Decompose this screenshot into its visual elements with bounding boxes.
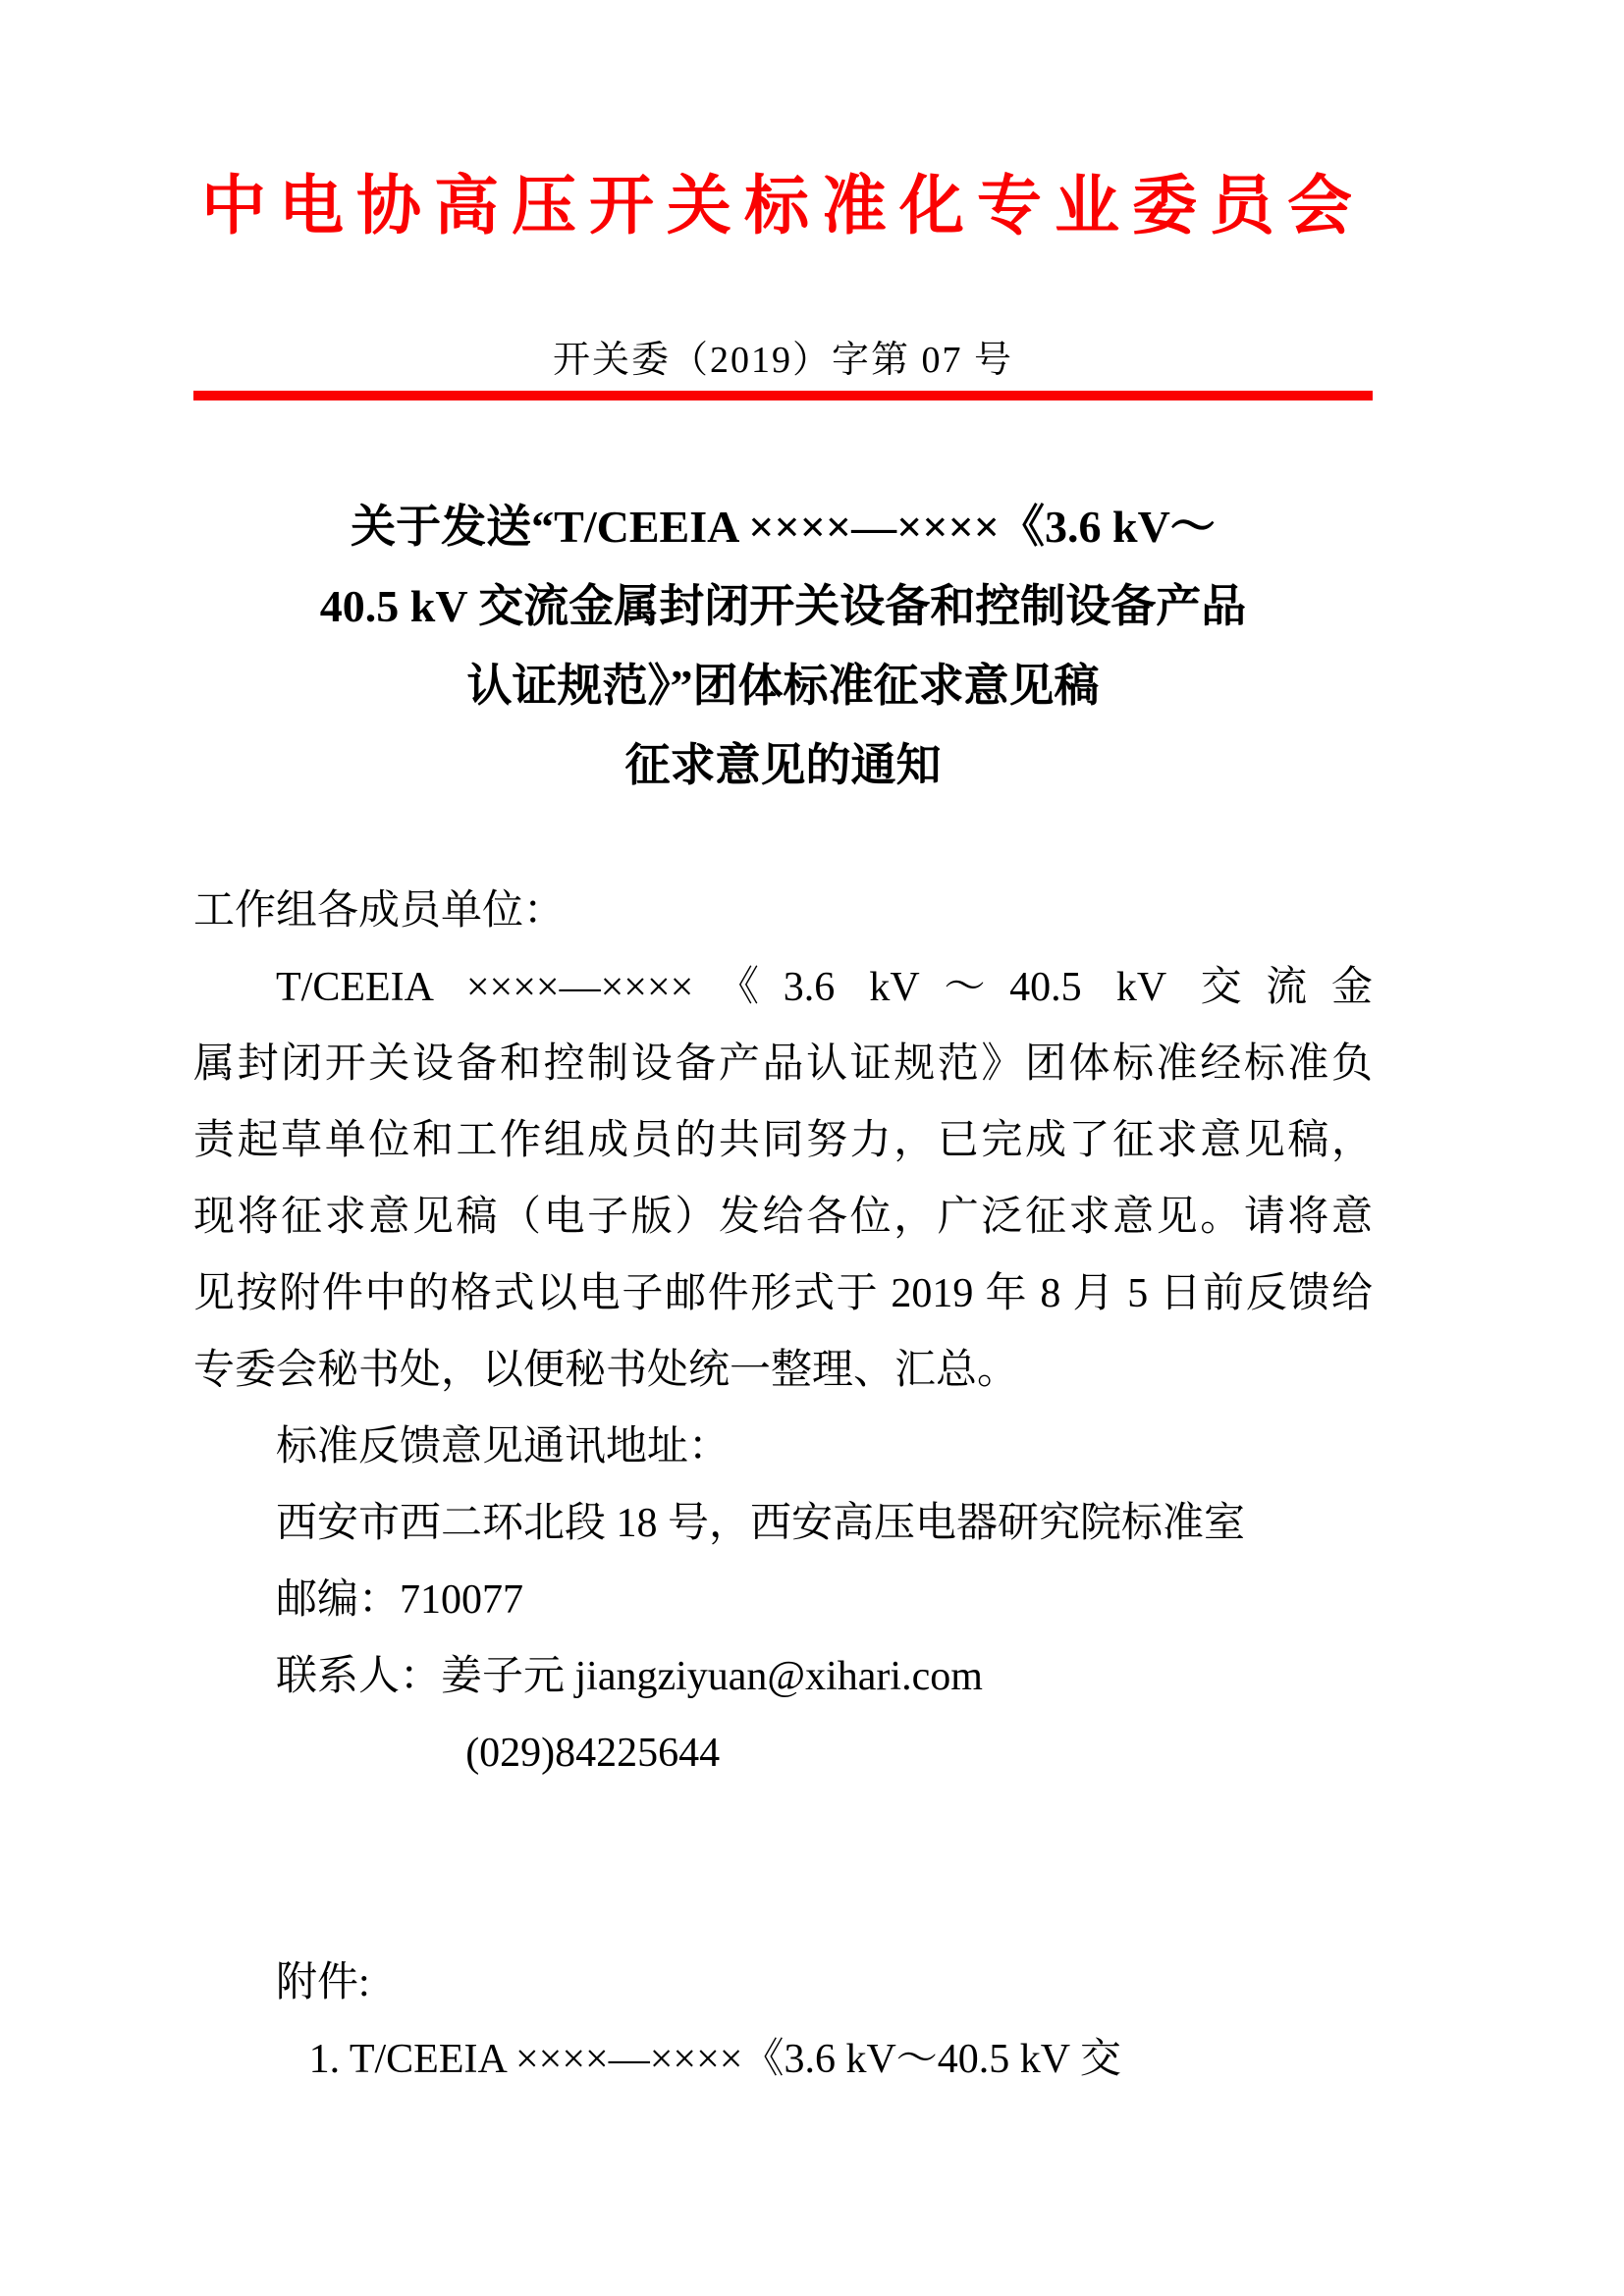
body-line-postal-code: 邮编：710077 — [276, 1577, 524, 1623]
notice-title-line-4: 征求意见的通知 — [624, 740, 942, 790]
notice-title — [193, 487, 1373, 805]
notice-body — [193, 873, 1373, 2098]
notice-title-line-3: 认证规范》”团体标准征求意见稿 — [466, 661, 1100, 711]
body-line-paragraph-4: 现将征求意见稿（电子版）发给各位，广泛征求意见。请将意 — [193, 1195, 1373, 1240]
body-line-paragraph-6: 专委会秘书处，以便秘书处统一整理、汇总。 — [193, 1348, 1019, 1393]
body-line-paragraph-5: 见按附件中的格式以电子邮件形式于 2019 年 8 月 5 日前反馈给 — [193, 1271, 1373, 1316]
body-line-attachment-label: 附件: — [276, 1960, 370, 2005]
body-line-contact-email: 联系人：姜子元 jiangziyuan@xihari.com — [276, 1654, 983, 1699]
body-line-address: 西安市西二环北段 18 号，西安高压电器研究院标准室 — [276, 1501, 1246, 1546]
body-line-blank-2 — [193, 1868, 1373, 1945]
body-line-salutation: 工作组各成员单位： — [193, 888, 566, 934]
document-number: 开关委（2019）字第 07 号 — [552, 340, 1013, 381]
body-line-paragraph-3: 责起草单位和工作组成员的共同努力，已完成了征求意见稿， — [193, 1118, 1373, 1163]
body-line-blank-1 — [193, 1791, 1373, 1868]
letterhead-title: 中电协高压开关标准化专业委员会 — [201, 171, 1365, 242]
letterhead-divider — [193, 391, 1373, 400]
notice-title-line-1: 关于发送“T/CEEIA ××××—××××《3.6 kV～ — [351, 502, 1216, 552]
body-line-phone: (029)84225644 — [465, 1731, 721, 1776]
body-line-attachment-1: 1. T/CEEIA ××××—××××《3.6 kV～40.5 kV 交 — [308, 2037, 1121, 2082]
notice-title-line-2: 40.5 kV 交流金属封闭开关设备和控制设备产品 — [319, 581, 1247, 631]
body-line-address-label: 标准反馈意见通讯地址： — [276, 1424, 731, 1469]
body-line-paragraph-2: 属封闭开关设备和控制设备产品认证规范》团体标准经标准负 — [193, 1041, 1373, 1087]
body-line-paragraph-1: T/CEEIA ××××—××××《3.6 kV～40.5 kV 交流金 — [276, 965, 1373, 1010]
